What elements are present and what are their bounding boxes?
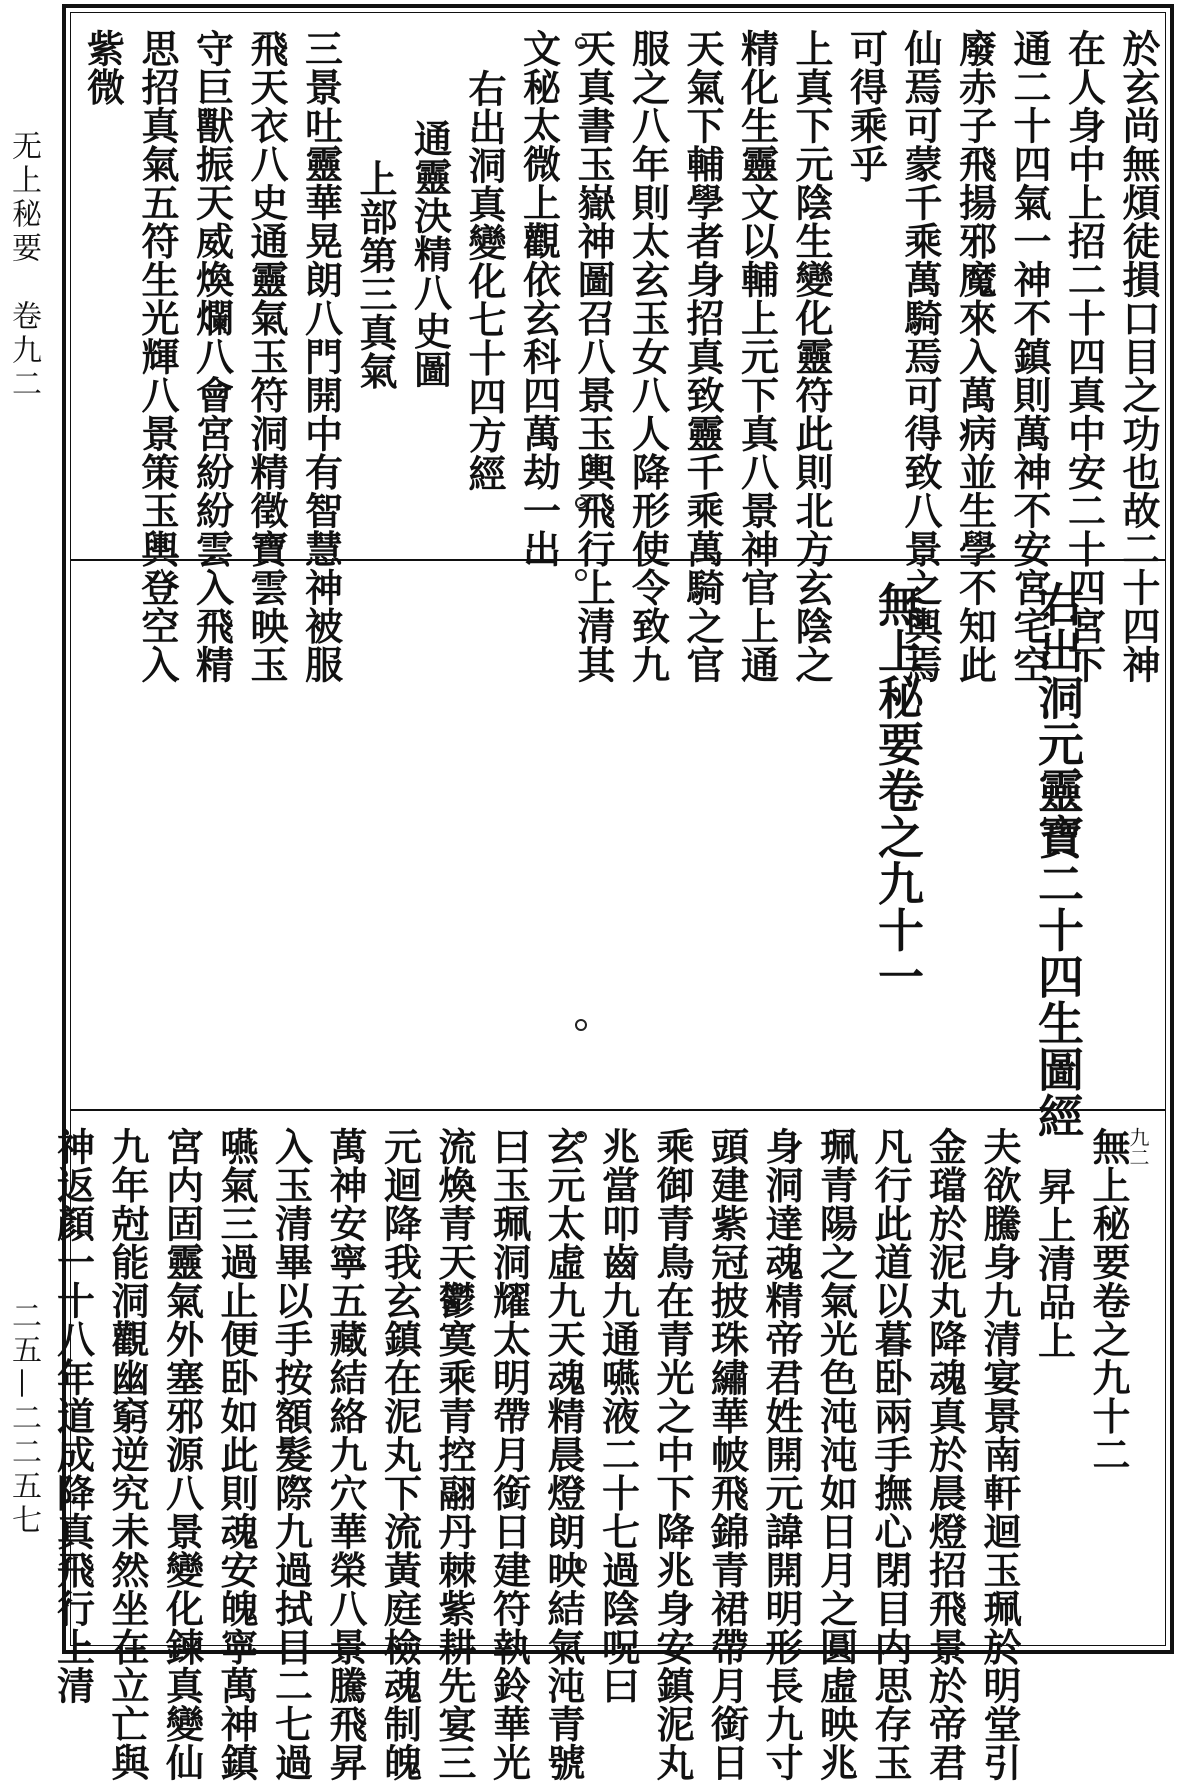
source-line: 右出洞真變化七十四方經 [462,69,507,493]
text-column: 紫微 [80,29,126,106]
text-column: 曰玉珮洞耀太明帶月銜日建符執鈴華光 [486,1127,532,1782]
text-column: 神返顏一十八年道成降真飛行上清 [50,1127,96,1705]
text-column: 嚥氣三過止便卧如此則魂安魄寧萬神鎮 [214,1127,259,1782]
text-column: 可得乘乎 [843,29,889,183]
page-number: 二五—二二五七 [6,1300,41,1538]
text-column: 頭建紫冠披珠繡華帔飛錦青裙帶月銜日 [704,1127,750,1782]
top-text-columns [71,29,1165,684]
text-column: 天真書玉嶽神圖召八景玉輿飛行上清其 [571,29,616,684]
text-column: 宮内固靈氣外塞邪源八景變化鍊真變仙 [159,1127,205,1782]
punctuation-circle [575,497,587,509]
section-title: 通靈決精八史圖 [407,119,453,389]
text-column: 在人身中上招二十四真中安二十四宮下 [1061,29,1107,684]
text-column: 三景吐靈華晃朗八門開中有智慧神被服 [298,29,344,684]
book-title: 无上秘要 卷九二 [6,130,41,402]
chapter-title: 昇上清品上 [1031,1167,1077,1360]
text-column: 乘御青鳥在青光之中下降兆身安鎮泥丸 [650,1127,695,1782]
punctuation-circle [575,1019,587,1031]
text-column: 通二十四氣一神不鎮則萬神不安宮宅空 [1007,29,1052,684]
text-column: 珮青陽之氣光色沌沌如日月之圓虛映兆 [813,1127,859,1782]
bottom-panel [50,1111,1165,1782]
punctuation-circle [575,569,587,581]
punctuation-circle [575,1559,587,1571]
text-column: 守巨獸振天威煥爛八會宮紛紛雲入飛精 [189,29,235,684]
text-column: 流煥青天鬱寞乘青控翮丹棘紫耕先宴三 [432,1127,477,1782]
volume-title: 無上秘要卷之九十二 [1086,1127,1131,1474]
text-column: 夫欲騰身九清宴景南軒迴玉珮於明堂引 [977,1127,1022,1782]
bottom-text-columns [50,1127,1135,1782]
text-column: 凡行此道以暮卧兩手撫心閉目内思存玉 [868,1127,913,1782]
text-column: 思招真氣五符生光輝八景策玉輿登空入 [135,29,180,684]
text-column: 九年尅能洞觀幽窮逆究未然坐在立亡與 [105,1127,150,1782]
source-title: 右出洞元靈寶二十四生圖經 [1031,581,1085,1139]
volume-end-title: 無上秘要卷之九十一 [871,581,925,1000]
text-column: 飛天衣八史通靈氣玉符洞精徵寶雲映玉 [244,29,289,684]
text-column: 萬神安寧五藏結絡九穴華榮八景騰飛昇 [323,1127,368,1782]
text-column: 於玄尚無煩徒損口目之功也故二十四神 [1116,29,1161,684]
text-column: 上真下元陰生變化靈符此則北方玄陰之 [789,29,834,684]
text-column: 廢赤子飛揚邪魔來入萬病並生學不知此 [952,29,998,684]
text-column: 入玉清畢以手按額髮際九過拭目二七過 [268,1127,314,1782]
text-column: 文秘太微上觀依玄科四萬劫一出 [516,29,562,568]
text-column: 兆當叩齒九通嚥液二十七過陰呪曰 [595,1127,641,1705]
punctuation-circle [575,37,587,49]
middle-panel [71,561,1165,1139]
text-column: 玄元太虛九天魂精晨燈朗映結氣沌青號 [541,1127,586,1782]
text-column: 身洞達魂精帝君姓開元諱開明形長九寸 [759,1127,804,1782]
text-column: 元迴降我玄鎮在泥丸下流黃庭檢魂制魄 [377,1127,423,1782]
folio-mark: 九二 [1126,1127,1150,1167]
text-column: 仙焉可蒙千乘萬騎焉可得致八景之輿焉 [898,29,943,684]
text-column: 服之八年則太玄玉女八人降形使令致九 [625,29,671,684]
punctuation-circle [575,1131,587,1143]
top-panel [71,13,1165,684]
page-border [50,12,1166,1782]
section-subtitle: 上部第三真氣 [353,159,398,390]
page-frame [50,4,1174,1782]
text-column: 精化生靈文以輔上元下真八景神官上通 [734,29,780,684]
text-column: 金璫於泥丸降魂真於晨燈招飛景於帝君 [922,1127,968,1782]
text-column: 天氣下輔學者身招真致靈千乘萬騎之官 [680,29,725,684]
